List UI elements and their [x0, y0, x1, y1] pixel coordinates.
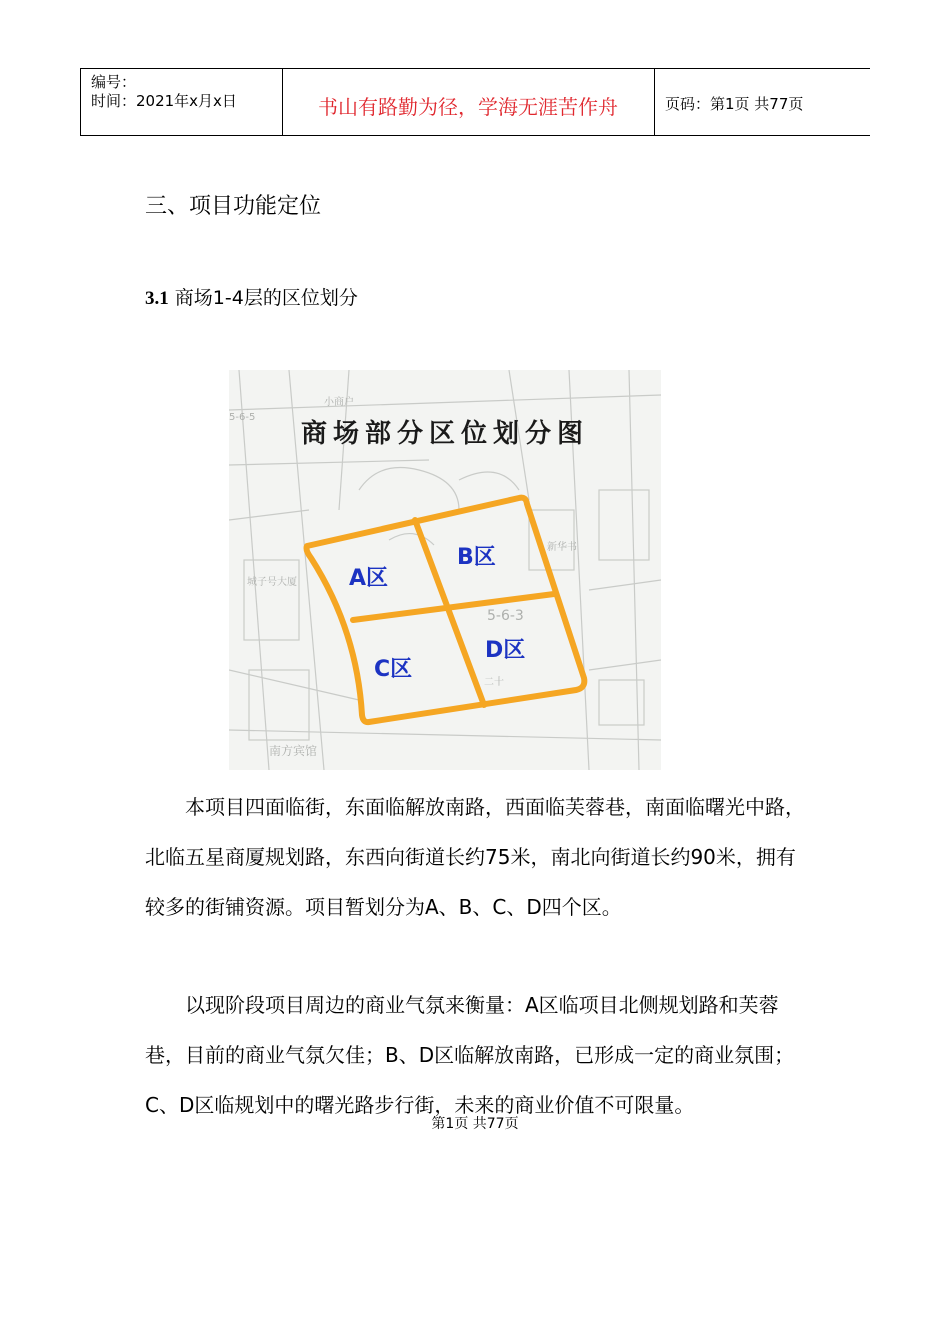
map-label-3: 小商户 — [324, 397, 354, 408]
zoning-map-figure — [229, 370, 661, 770]
map-label-7: 城子号大厦 — [247, 577, 297, 588]
paragraph-2 — [145, 980, 807, 1130]
paragraph-2-text: 以现阶段项目周边的商业气氛来衡量：A区临项目北侧规划路和芙蓉巷，目前的商业气氛欠佳；B、D区临解放南路，已形成一定的商业氛围；C、D区临规划中的曙光路步行街，未来的商业价值不可限量。 — [145, 993, 795, 1117]
zone-a-label: A区 — [349, 566, 389, 591]
paragraph-1-text: 本项目四面临街，东面临解放南路，西面临芙蓉巷，南面临曙光中路，北临五星商厦规划路，东西向街道长约75米，南北向街道长约90米，拥有较多的街铺资源。项目暂划分为A、B、C、D四个区。 — [145, 795, 805, 919]
zone-b-label: B区 — [457, 545, 496, 570]
map-label-1: 5-6-5 — [229, 412, 256, 423]
header-info-cell — [81, 69, 283, 135]
subsection-text: 商场1-4层的区位划分 — [174, 287, 358, 309]
zone-c-label: C区 — [374, 657, 413, 682]
subsection-number: 3.1 — [145, 288, 169, 309]
page-footer: 第1页 共77页 — [431, 1116, 519, 1132]
header-table — [80, 68, 870, 136]
page-label: 页码：第1页 共77页 — [665, 95, 804, 113]
map-label-6: 南方宾馆 — [269, 744, 318, 758]
figure-title: 商场部分区位划分图 — [300, 419, 590, 449]
map-label-4: 新华书 — [547, 542, 577, 553]
paragraph-1 — [145, 782, 807, 932]
date-label: 时间：2021年x月x日 — [91, 92, 237, 110]
section-title: 三、项目功能定位 — [145, 194, 322, 219]
subsection-title — [145, 283, 358, 310]
header-page-cell — [655, 69, 871, 135]
zone-d-label: D区 — [485, 638, 526, 663]
map-label-2: 5-6-3 — [487, 608, 524, 624]
header-motto-cell — [282, 69, 655, 135]
map-label-5: 二十 — [484, 677, 504, 688]
number-label: 编号： — [91, 73, 137, 91]
motto: 书山有路勤为径，学海无涯苦作舟 — [318, 95, 618, 119]
